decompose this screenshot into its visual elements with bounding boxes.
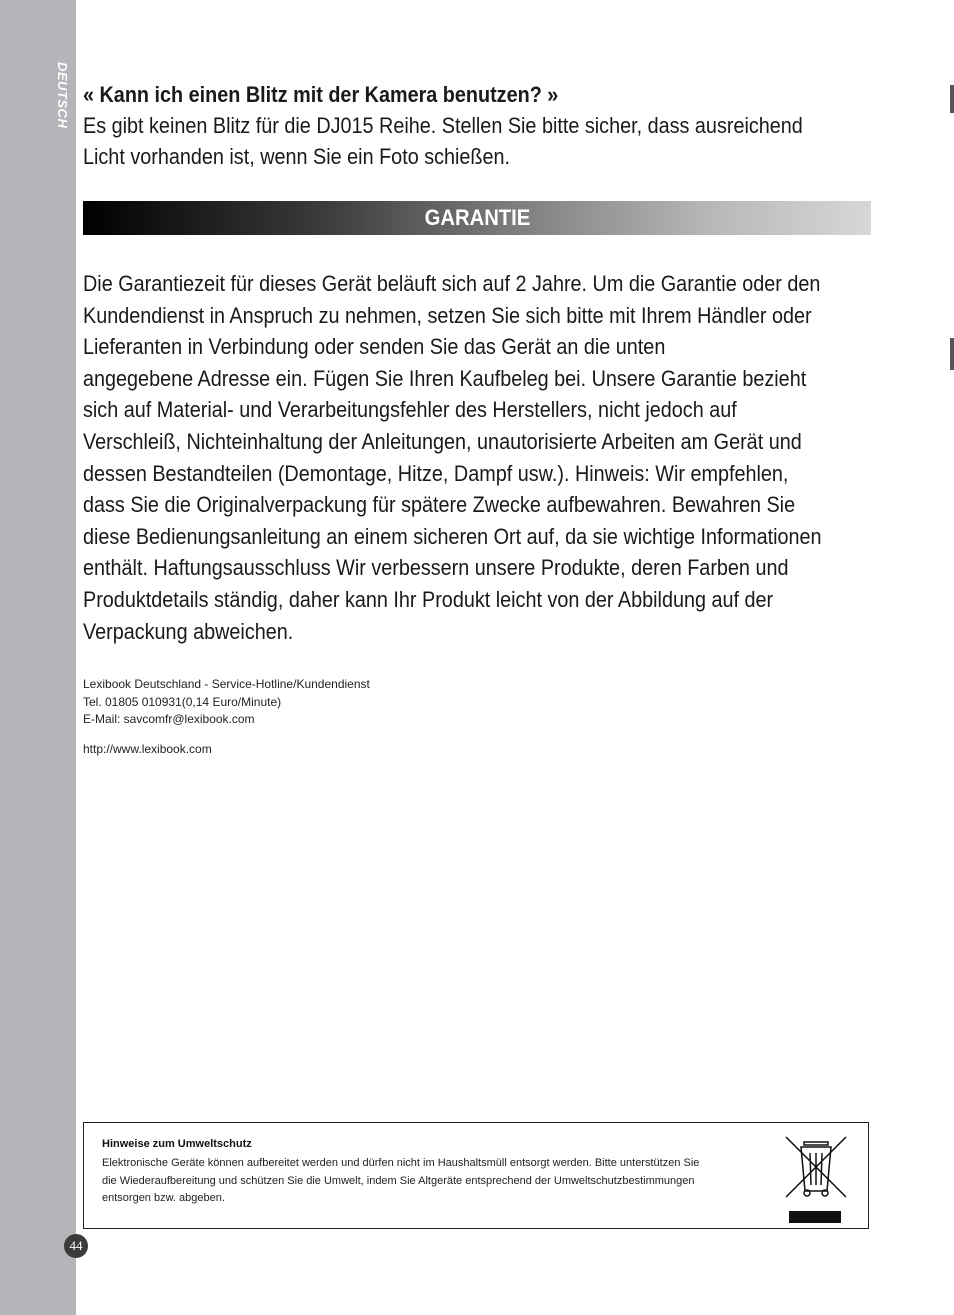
environment-line: die Wiederaufbereitung und schützen Sie die Umwelt, indem Sie Altgeräte entsprechend der Umweltschutzbestimmungen (102, 1174, 695, 1187)
environment-line: entsorgen bzw. abgeben. (102, 1192, 225, 1204)
website-link[interactable]: http://www.lexibook.com (83, 742, 212, 756)
warranty-line: dass Sie die Originalverpackung für spätere Zwecke aufbewahren. Bewahren Sie (83, 492, 796, 518)
language-label: DEUTSCH (55, 62, 70, 129)
warranty-line: Verpackung abweichen. (83, 618, 294, 644)
warranty-line: diese Bedienungsanleitung an einem sicheren Ort auf, da sie wichtige Informationen (83, 523, 822, 549)
warranty-text (83, 268, 866, 647)
edge-mark-top (950, 85, 954, 113)
environment-notice-box (83, 1122, 869, 1229)
environment-line: Elektronische Geräte können aufbereitet werden und dürfen nicht im Haushaltsmüll entsorgt werden. Bitte unterstützen Sie (102, 1157, 700, 1169)
warranty-line: Lieferanten in Verbindung oder senden Sie das Gerät an die unten (83, 334, 666, 360)
warranty-line: angegebene Adresse ein. Fügen Sie Ihren Kaufbeleg bei. Unsere Garantie bezieht (83, 365, 807, 391)
environment-text (102, 1155, 762, 1208)
contact-info (83, 676, 370, 729)
environment-title: Hinweise zum Umweltschutz (102, 1138, 252, 1150)
warranty-line: Kundendienst in Anspruch zu nehmen, setzen Sie sich bitte mit Ihrem Händler oder (83, 302, 812, 328)
section-header-bar (83, 201, 871, 235)
faq-question: « Kann ich einen Blitz mit der Kamera benutzen? » (83, 82, 559, 107)
contact-company: Lexibook Deutschland - Service-Hotline/Kundendienst (83, 677, 370, 691)
warranty-line: Die Garantiezeit für dieses Gerät beläuft sich auf 2 Jahre. Um die Garantie oder den (83, 271, 821, 296)
crossed-out-wheelie-bin-icon (784, 1133, 850, 1225)
page-number: 44 (64, 1234, 88, 1258)
faq-block (83, 80, 873, 172)
section-title: GARANTIE (424, 205, 530, 230)
faq-answer-line: Licht vorhanden ist, wenn Sie ein Foto schießen. (83, 144, 511, 169)
faq-answer-line: Es gibt keinen Blitz für die DJ015 Reihe. Stellen Sie bitte sicher, dass ausreichend (83, 113, 803, 138)
warranty-line: enthält. Haftungsausschluss Wir verbessern unsere Produkte, deren Farben und (83, 555, 789, 581)
warranty-line: dessen Bestandteilen (Demontage, Hitze, Dampf usw.). Hinweis: Wir empfehlen, (83, 460, 789, 486)
warranty-line: Produktdetails ständig, daher kann Ihr Produkt leicht von der Abbildung auf der (83, 586, 774, 612)
warranty-line: sich auf Material- und Verarbeitungsfehler des Herstellers, nicht jedoch auf (83, 397, 737, 423)
faq-answer (83, 110, 866, 172)
warranty-line: Verschleiß, Nichteinhaltung der Anleitungen, unautorisierte Arbeiten am Gerät und (83, 428, 802, 454)
contact-phone: Tel. 01805 010931(0,14 Euro/Minute) (83, 694, 282, 709)
edge-mark-middle (950, 338, 954, 370)
sidebar (0, 0, 76, 1315)
contact-email[interactable]: E-Mail: savcomfr@lexibook.com (83, 712, 255, 726)
